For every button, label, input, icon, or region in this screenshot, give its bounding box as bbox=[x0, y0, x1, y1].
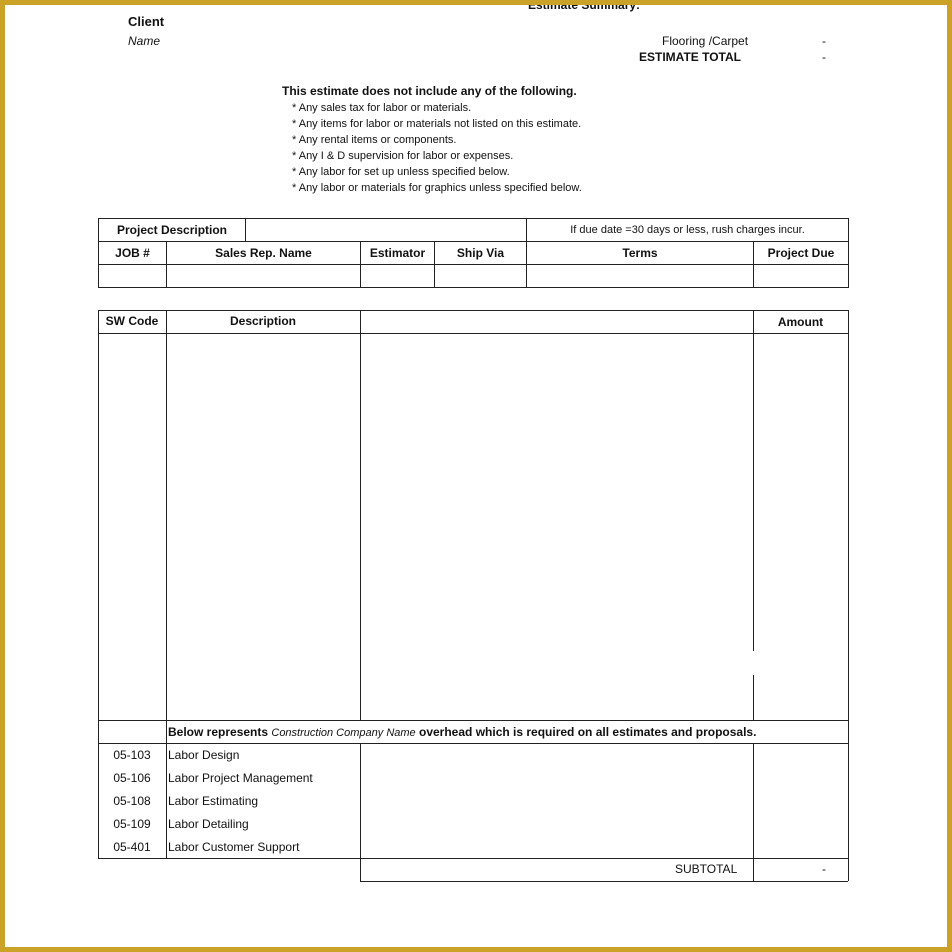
exclusion-item: * Any labor for set up unless specified below. bbox=[292, 166, 510, 178]
terms-field[interactable] bbox=[527, 265, 754, 287]
overhead-description: Labor Estimating bbox=[168, 794, 259, 808]
terms-header: Terms bbox=[527, 242, 754, 265]
exclusion-item: * Any items for labor or materials not listed on this estimate. bbox=[292, 118, 582, 130]
client-label: Client bbox=[128, 14, 165, 29]
sales-rep-header: Sales Rep. Name bbox=[167, 242, 361, 265]
exclusions-title: This estimate does not include any of the following. bbox=[282, 84, 577, 98]
summary-flooring-value: - bbox=[822, 34, 826, 48]
overhead-description: Labor Detailing bbox=[168, 817, 249, 831]
overhead-note bbox=[168, 725, 756, 739]
estimate-summary-title: Estimate Summary: bbox=[528, 0, 641, 12]
exclusion-item: * Any labor or materials for graphics unless specified below. bbox=[292, 182, 582, 194]
project-info-table bbox=[98, 218, 849, 288]
project-due-field[interactable] bbox=[754, 265, 848, 287]
exclusion-item: * Any rental items or components. bbox=[292, 134, 457, 146]
summary-flooring-label: Flooring /Carpet bbox=[662, 34, 749, 48]
overhead-code: 05-401 bbox=[113, 840, 151, 854]
sw-code-header: SW Code bbox=[105, 314, 159, 328]
amount-body[interactable] bbox=[754, 334, 848, 720]
description-body[interactable] bbox=[167, 334, 360, 720]
estimate-total-label: ESTIMATE TOTAL bbox=[639, 50, 741, 64]
overhead-note-suffix: overhead which is required on all estimates and proposals. bbox=[415, 725, 757, 739]
overhead-code: 05-108 bbox=[113, 794, 151, 808]
job-number-field[interactable] bbox=[99, 265, 167, 287]
overhead-description: Labor Design bbox=[168, 748, 240, 762]
project-description-field[interactable] bbox=[246, 219, 527, 242]
overhead-note-company: Construction Company Name bbox=[271, 727, 416, 739]
project-due-header: Project Due bbox=[754, 242, 848, 265]
subtotal-value: - bbox=[822, 862, 826, 876]
project-description-label: Project Description bbox=[99, 219, 246, 242]
exclusion-item: * Any sales tax for labor or materials. bbox=[292, 102, 472, 114]
ship-via-header: Ship Via bbox=[435, 242, 527, 265]
exclusion-item: * Any I & D supervision for labor or expenses. bbox=[292, 150, 514, 162]
estimator-field[interactable] bbox=[361, 265, 435, 287]
ship-via-field[interactable] bbox=[435, 265, 527, 287]
name-label: Name bbox=[128, 34, 161, 48]
estimator-header: Estimator bbox=[361, 242, 435, 265]
overhead-description: Labor Customer Support bbox=[168, 840, 300, 854]
overhead-description: Labor Project Management bbox=[168, 771, 313, 785]
overhead-code: 05-109 bbox=[113, 817, 151, 831]
overhead-code: 05-103 bbox=[113, 748, 151, 762]
estimate-total-value: - bbox=[822, 50, 826, 64]
overhead-code: 05-106 bbox=[113, 771, 151, 785]
description-header: Description bbox=[229, 314, 296, 328]
rush-charges-note: If due date =30 days or less, rush charges incur. bbox=[527, 219, 848, 242]
job-number-header: JOB # bbox=[99, 242, 167, 265]
sales-rep-field[interactable] bbox=[167, 265, 361, 287]
subtotal-label: SUBTOTAL bbox=[675, 862, 738, 876]
overhead-note-prefix: Below represents bbox=[168, 725, 272, 739]
amount-header: Amount bbox=[777, 315, 824, 329]
